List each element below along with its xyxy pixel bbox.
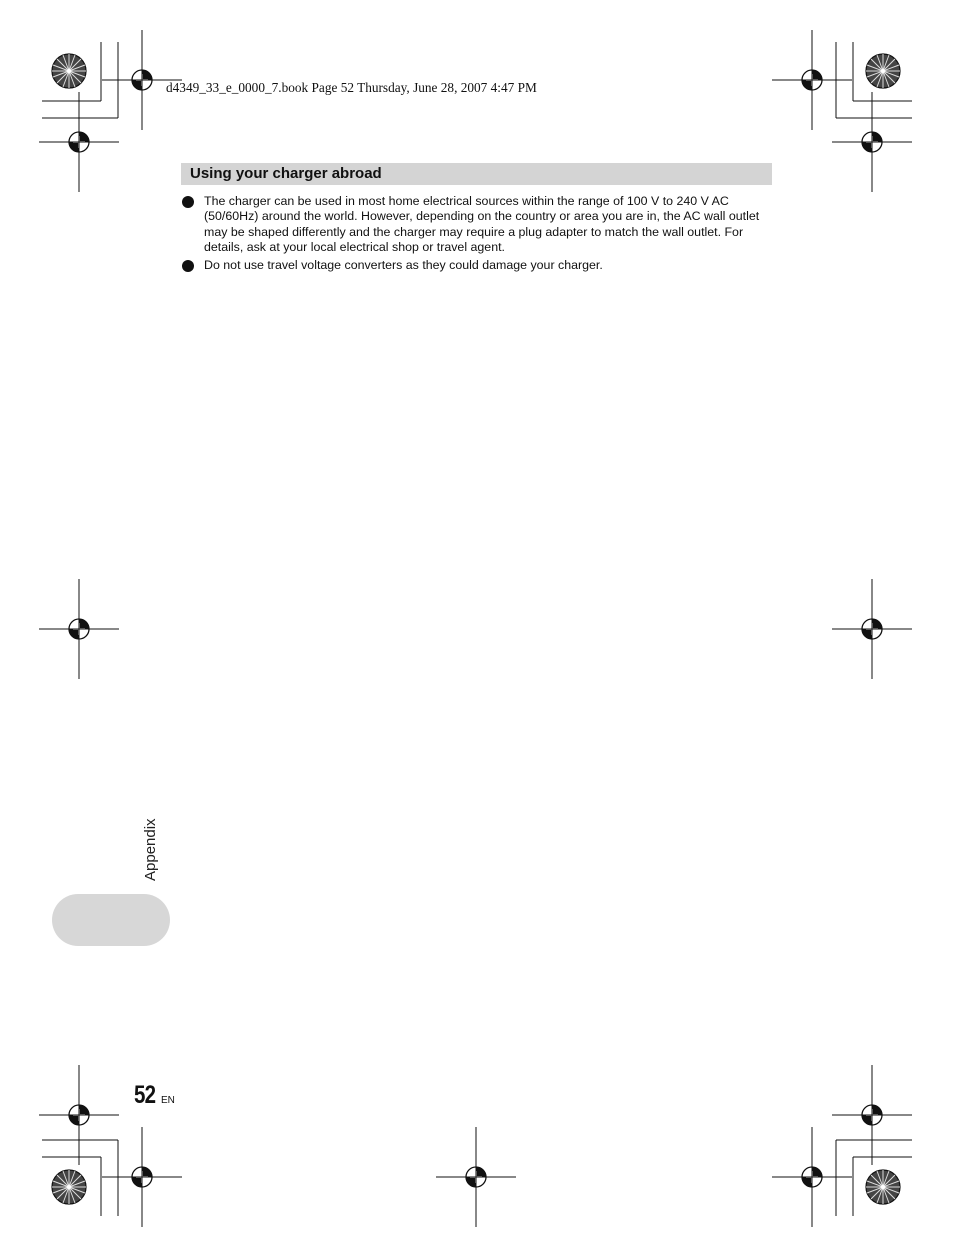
side-tab: [52, 894, 170, 946]
bullet-icon: [182, 196, 194, 208]
color-target-icon: [52, 54, 86, 88]
registration-mark-icon: [39, 579, 119, 679]
registration-mark-icon: [772, 30, 852, 130]
bullet-text: Do not use travel voltage converters as they could damage your charger.: [204, 258, 603, 272]
bullet-icon: [182, 260, 194, 272]
registration-mark-icon: [832, 1065, 912, 1165]
bullet-item: [181, 194, 772, 256]
language-code: EN: [161, 1095, 175, 1106]
registration-mark-icon: [436, 1127, 516, 1227]
section-header-bar: [181, 163, 772, 185]
color-target-icon: [866, 54, 900, 88]
color-target-icon: [52, 1170, 86, 1204]
page-number: 52: [134, 1081, 156, 1109]
color-target-icon: [866, 1170, 900, 1204]
bullet-item: [181, 258, 772, 273]
registration-mark-icon: [772, 1127, 852, 1227]
section-title: Using your charger abroad: [190, 165, 382, 182]
bullet-text: The charger can be used in most home electrical sources within the range of 100 V to 240 V AC (50/60Hz) around the world. However, depending on the country or area you are in, the AC wall outlet may be shaped differently and the charger may require a plug adapter to match the wall outlet. For details, ask at your local electrical shop or travel agent.: [204, 194, 760, 255]
registration-mark-icon: [39, 1065, 119, 1165]
registration-mark-icon: [102, 1127, 182, 1227]
registration-mark-icon: [832, 579, 912, 679]
book-info-header: d4349_33_e_0000_7.book Page 52 Thursday, June 28, 2007 4:47 PM: [166, 80, 537, 95]
side-tab-label: Appendix: [142, 818, 159, 881]
registration-mark-icon: [39, 92, 119, 192]
registration-mark-icon: [832, 92, 912, 192]
